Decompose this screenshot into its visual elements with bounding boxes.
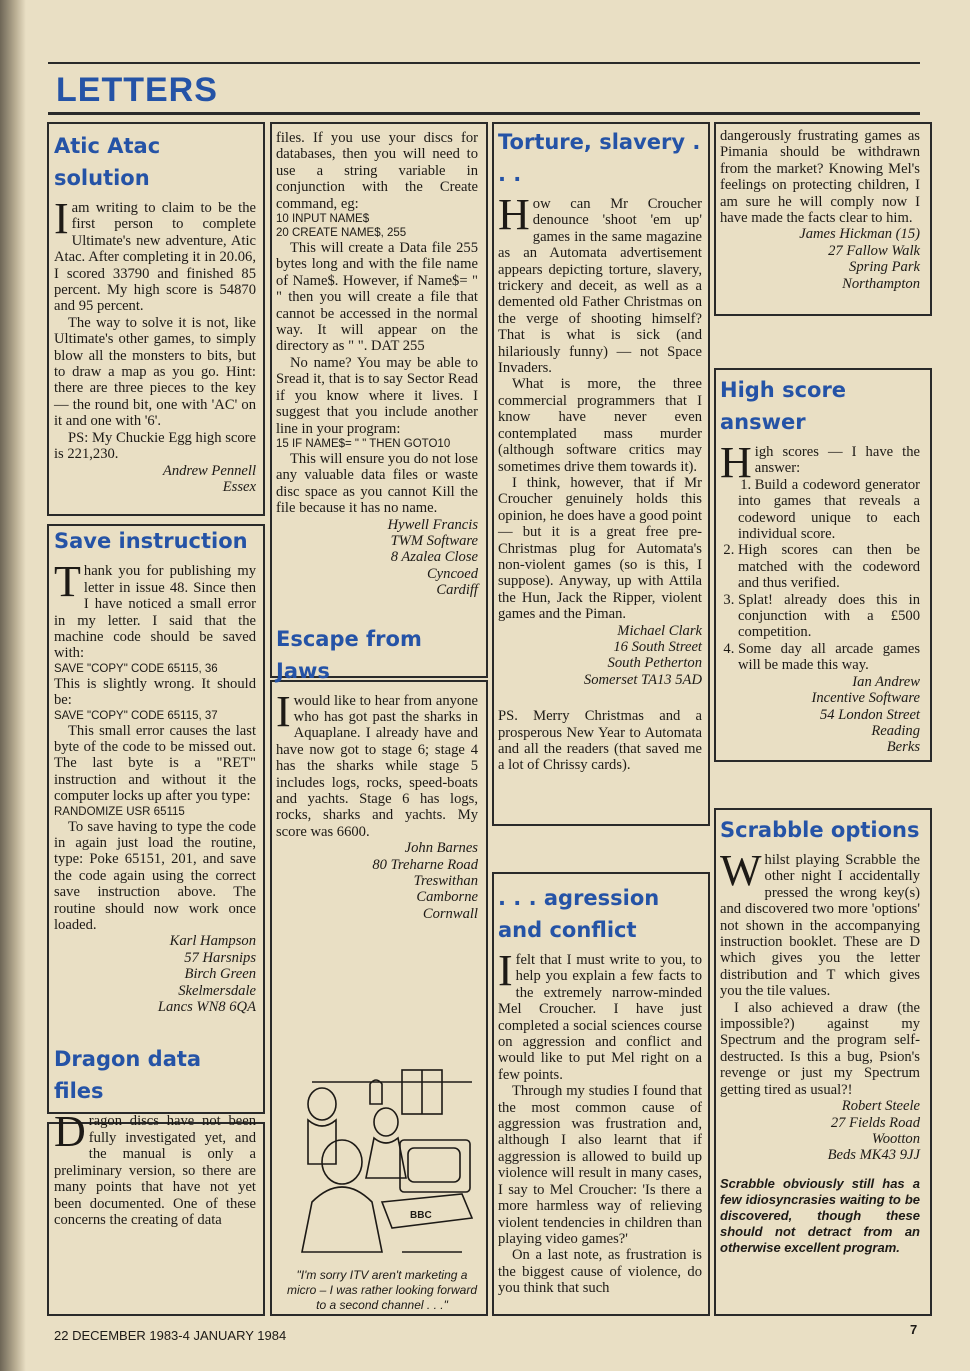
highscore-signature-line: Berks [886, 739, 920, 756]
page-number: 7 [910, 1322, 918, 1337]
atic-paragraph-2: The way to solve it is not, like Ultimate's other games, to simply blow all the monsters to bits, but to draw a map as you go. Hint: there are three pieces to the key — the round bit, one with 'AC' on it and one with '6'. [54, 314, 256, 430]
scrabble-paragraph-1: hilst playing Scrabble the other night I accidentally pressed the wrong key(s) and discovered two more 'options' not shown in the accompanying instruction booklet. These are D which gives you the letter distribution and T which gives you the tile values. [720, 852, 920, 1000]
atic-signature-place: Essex [222, 478, 256, 495]
column-2 [276, 130, 478, 922]
heading-atic-atac: Atic Atac solution [54, 134, 161, 190]
dragon-cont-paragraph-4: This will ensure you do not lose any valuable data files or waste disc space as you cannot Kill the file because it has no name. [276, 450, 478, 517]
highscore-signature-line: Incentive Software [811, 690, 920, 707]
code-line: 15 IF NAME$= " " THEN GOTO10 [276, 437, 451, 450]
heading-dragon-data-files: Dragon data files [54, 1047, 202, 1104]
drop-cap: D [54, 1107, 86, 1157]
jaws-signature-line: Cornwall [422, 905, 478, 922]
aggression-paragraph-3: On a last note, as frustration is the biggest cause of violence, do you think that such [498, 1247, 702, 1297]
column-1 [54, 130, 256, 1228]
editor-note: Scrabble obviously still has a few idiosyncrasies waiting to be discovered, though these should not detract from an otherwise excellent program. [720, 1175, 920, 1255]
dragon-cont-paragraph-3: No name? You may be able to Sread it, that is to say Sector Read if you know where it lives. I suggest that you include another line in your program: [276, 354, 478, 437]
list-item: 2. High scores can then be matched with the codeword and thus verified. [738, 542, 920, 591]
torture-signature-line: South Petherton [607, 655, 702, 672]
torture-signature-name: Michael Clark [617, 622, 702, 639]
save-paragraph-2: This is slightly wrong. It should be: [54, 675, 256, 709]
save-signature-name: Karl Hampson [169, 933, 256, 950]
drop-cap: I [276, 686, 291, 736]
aggression-paragraph-1: felt that I must write to you, to help you explain a few facts to the extremely narrow-minded Mel Croucher. I have just completed a social sciences course on aggression and conflict and would like to put Mel right on a few points. [498, 952, 702, 1083]
aggression-signature-line: Northampton [842, 275, 920, 292]
torture-signature-line: Somerset TA13 5AD [583, 671, 702, 688]
aggression-signature-line: Spring Park [849, 259, 920, 276]
dragon-paragraph-1: ragon discs have not been fully investigated yet, and the manual is only a preliminary version, so there are many points that have not yet been documented. One of these concerns the creating of data [54, 1113, 256, 1228]
drop-cap: I [54, 194, 69, 243]
column-4-lower [720, 814, 920, 1256]
dragon-signature-line: Cardiff [436, 582, 478, 599]
save-signature-line: Birch Green [184, 966, 256, 983]
cartoon-computer-label: BBC [410, 1210, 432, 1221]
save-signature-line: Skelmersdale [178, 982, 256, 999]
dragon-cont-paragraph-1: files. If you use your discs for databases, then you will need to use a string variable in conjunction with the Create command, eg: [276, 130, 478, 212]
code-line: 10 INPUT NAME$ [276, 213, 370, 226]
save-signature-line: 57 Harsnips [184, 949, 256, 966]
highscore-list [720, 477, 920, 674]
heading-agression-and-conflict: . . . agression and conflict [498, 886, 660, 942]
list-item: 3. Splat! already does this in conjunction with a £500 competition. [738, 592, 920, 641]
code-line: SAVE "COPY" CODE 65115, 36 [54, 662, 218, 675]
heading-torture-slavery: Torture, slavery . . . [498, 130, 701, 186]
scrabble-paragraph-2: I also achieved a draw (the impossible?) against my Spectrum and the program self-destructed. Is this a bug, Psion's revenge or just my Spectrum getting tired as usual?! [720, 999, 920, 1098]
torture-postscript: PS. Merry Christmas and a prosperous New Year to Automata and all the readers (that saved me a lot of Chrissy cards). [498, 708, 702, 774]
jaws-signature-line: 80 Treharne Road [372, 856, 478, 873]
atic-paragraph-1: am writing to claim to be the first person to complete Ultimate's new adventure, Atic Atac. After completing it in 20.06, I scored 33790 and finished 85 percent. My high score is 54870 and 95 percent. [54, 200, 256, 315]
drop-cap: T [54, 557, 81, 607]
torture-paragraph-1: ow can Mr Croucher denounce 'shoot 'em up' games in the same magazine as an Automata advertisement appears depicting torture, slavery, trickery and deceit, as well as a demented old Father Christmas on the verge of shooting himself? That is what is sick (and hilariously funny) — not Space Invaders. [498, 196, 702, 377]
torture-paragraph-3: I think, however, that if Mr Croucher genuinely holds this opinion, he does have a good point — but it is a great free pre-Christmas plug for Automata's non-violent games (so is this, I suppose). Anyway, up with Attila the Hun, Jack the Ripper, violent games and the Piman. [498, 474, 702, 623]
jaws-signature-name: John Barnes [404, 840, 478, 857]
save-paragraph-1: hank you for publishing my letter in issue 48. Since then I have noticed a small error in my letter. I said that the machine code should be saved with: [54, 563, 256, 662]
scrabble-signature-line: Wootton [871, 1130, 920, 1147]
column-3-lower [498, 882, 702, 1297]
code-line: RANDOMIZE USR 65115 [54, 805, 185, 818]
dragon-signature-line: TWM Software [390, 532, 478, 549]
dragon-cont-paragraph-2: This will create a Data file 255 bytes long and with the file name of Name$. However, if Name$= " " then you will create a file that cannot be accessed in the normal way. It will appear on the directory as " ". DAT 255 [276, 240, 478, 355]
jaws-signature-line: Treswithan [413, 873, 478, 890]
save-paragraph-3: This small error causes the last byte of the code to be missed out. The last byte is a "RET" instruction and without it the computer locks up after you type: [54, 722, 256, 805]
highscore-paragraph-1: igh scores — I have the answer: [754, 444, 920, 477]
issue-date: 22 DECEMBER 1983-4 JANUARY 1984 [54, 1328, 287, 1343]
title-rule [48, 112, 920, 115]
scrabble-signature-line: 27 Fields Road [830, 1114, 920, 1131]
drop-cap: H [498, 190, 530, 239]
scrabble-signature-line: Beds MK43 9JJ [827, 1147, 920, 1164]
jaws-signature-line: Camborne [416, 889, 478, 906]
cartoon-caption: "I'm sorry ITV aren't marketing a micro – I was rather looking forward to a second channel . . ." [286, 1268, 478, 1312]
aggression-signature-name: James Hickman (15) [799, 226, 920, 243]
dragon-signature-name: Hywell Francis [387, 516, 478, 533]
torture-paragraph-2: What is more, the three commercial programmers that I know have never even contemplated mass murder (although software critics may sometimes drive them towards it). [498, 376, 702, 475]
highscore-signature-line: Reading [871, 722, 920, 739]
cartoon-illustration [282, 1062, 480, 1264]
code-line: SAVE "COPY" CODE 65115, 37 [54, 709, 218, 722]
highscore-signature-line: 54 London Street [820, 706, 920, 723]
page-fold-shadow [0, 0, 26, 1371]
aggression-paragraph-2: Through my studies I found that the most common cause of aggression was frustration and, although I also learnt that if aggression is allowed to build up violence will result in many cases, I say to Mel Croucher: 'Is there a more harmless way of relieving violent tendencies in children than playing video games?' [498, 1083, 702, 1247]
list-item: 1. Build a codeword generator into games that reveals a codeword unique to each individual score. [738, 477, 920, 543]
dragon-signature-line: 8 Azalea Close [390, 549, 478, 566]
atic-paragraph-3: PS: My Chuckie Egg high score is 221,230. [54, 429, 256, 463]
aggression-cont-paragraph-1: dangerously frustrating games as Pimania should be withdrawn from the market? Knowing Mel's feelings on protecting children, I am sure he will comply now I have made the facts clear to him. [720, 128, 920, 227]
heading-save-instruction: Save instruction [54, 529, 248, 554]
save-signature-line: Lancs WN8 6QA [157, 999, 256, 1016]
torture-signature-line: 16 South Street [613, 638, 702, 655]
column-3 [498, 126, 702, 774]
aggression-signature-line: 27 Fallow Walk [828, 242, 920, 259]
save-paragraph-4: To save having to type the code in again just load the routine, type: Poke 65151, 201, and save the code again using the correct save instruction above. The routine should now work once loaded. [54, 818, 256, 934]
drop-cap: H [720, 438, 752, 487]
scrabble-signature-name: Robert Steele [841, 1098, 920, 1115]
jaws-paragraph-1: would like to hear from anyone who has got past the sharks in Aquaplane. I already have and have now got to stage 6; stage 4 has the sharks while stage 5 includes logs, rocks, speed-boats and yachts. Stage 6 has logs, rocks, sharks and yachts. My score was 6600. [276, 692, 478, 840]
dragon-signature-line: Cyncoed [426, 565, 478, 582]
drop-cap: W [720, 846, 762, 895]
section-title: LETTERS [56, 71, 218, 109]
column-4-middle [720, 374, 920, 756]
heading-high-score-answer: High score answer [720, 378, 847, 434]
heading-scrabble-options: Scrabble options [720, 818, 920, 842]
heading-escape-from-jaws: Escape from Jaws [276, 626, 422, 683]
header-rule [48, 62, 920, 64]
list-item: 4. Some day all arcade games will be made this way. [738, 641, 920, 674]
column-4 [720, 128, 920, 292]
atic-signature-name: Andrew Pennell [162, 462, 256, 479]
drop-cap: I [498, 946, 513, 995]
code-line: 20 CREATE NAME$, 255 [276, 227, 407, 240]
highscore-signature-name: Ian Andrew [852, 673, 920, 690]
